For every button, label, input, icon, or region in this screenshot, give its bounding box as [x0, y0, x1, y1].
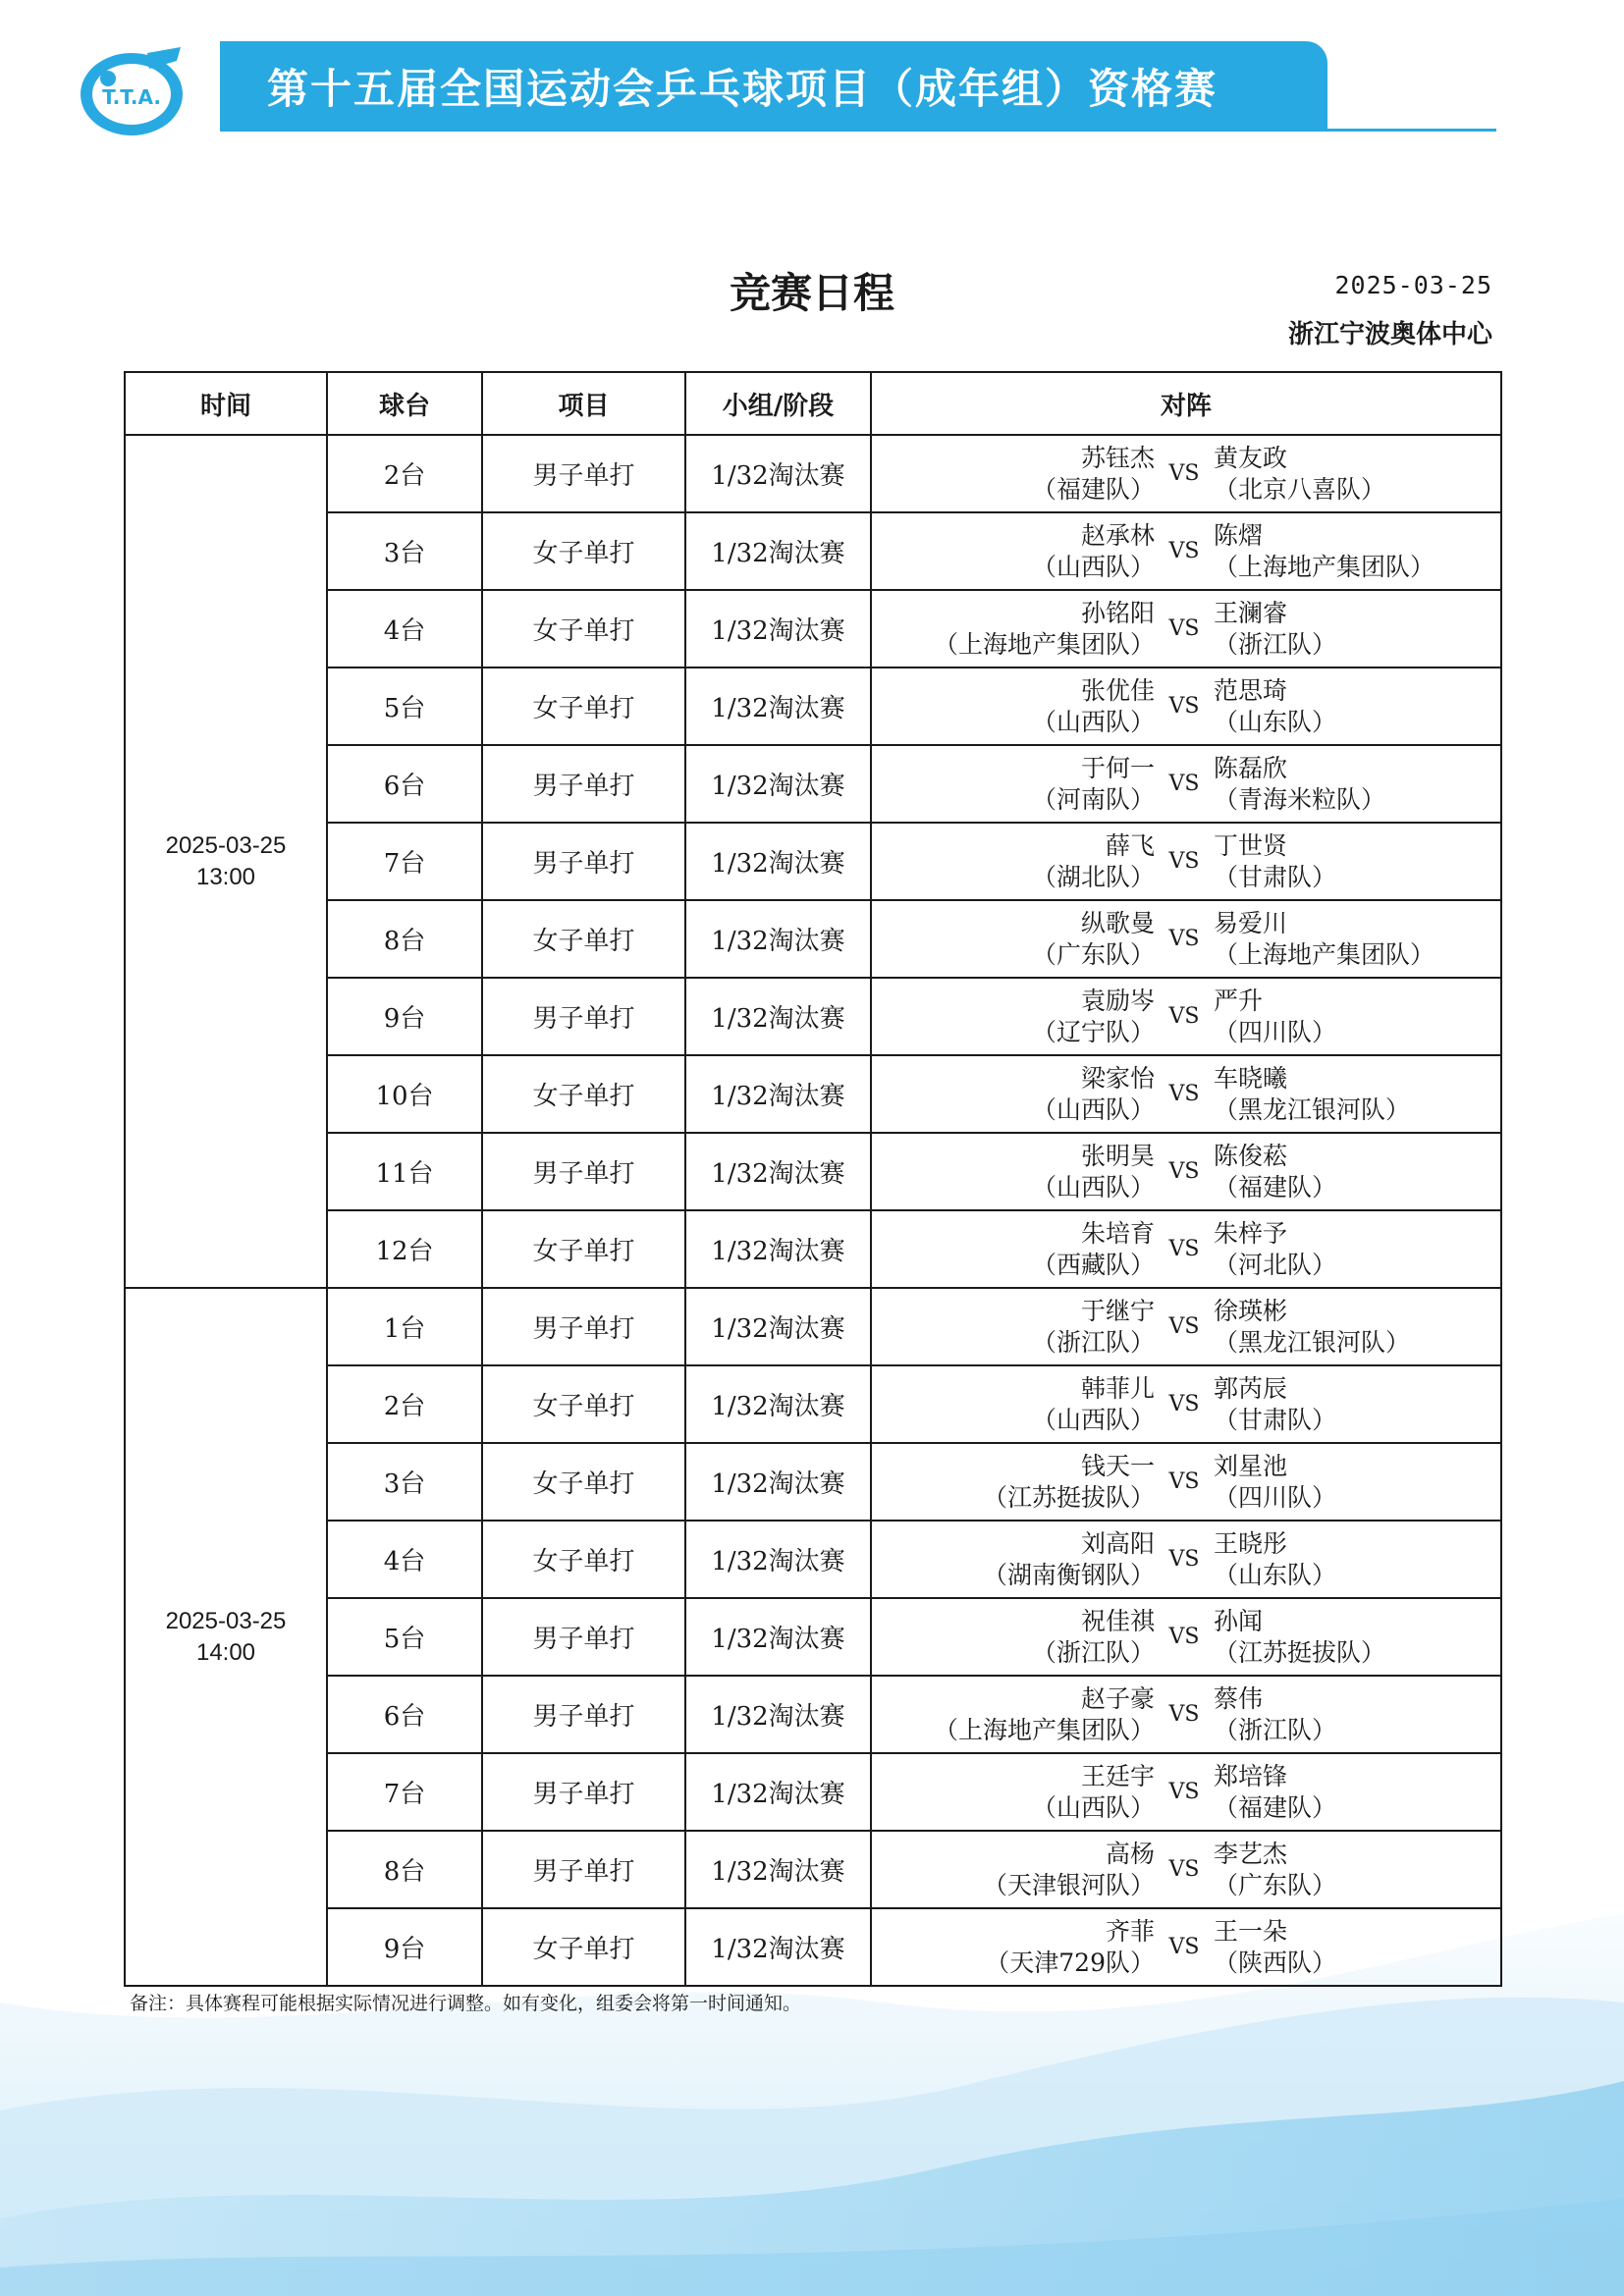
player-two-name: 陈熠	[1214, 520, 1264, 550]
schedule-body	[125, 435, 1501, 1986]
player-one-team: （山西队）	[1031, 707, 1155, 736]
vs-label: VS	[1168, 927, 1200, 951]
table-number-cell: 2台	[327, 435, 482, 512]
table-header-row	[125, 372, 1501, 435]
player-one-name: 王廷宇	[1080, 1761, 1155, 1790]
player-two-team: （甘肃队）	[1214, 862, 1337, 891]
matchup	[872, 1289, 1500, 1364]
matchup-cell	[871, 1443, 1501, 1521]
player-two-name: 王晓彤	[1214, 1528, 1288, 1558]
table-number-cell: 3台	[327, 1443, 482, 1521]
matchup-cell	[871, 1055, 1501, 1133]
matchup	[872, 436, 1500, 511]
vs-label: VS	[1168, 1625, 1200, 1649]
player-one-team: （山西队）	[1031, 552, 1155, 581]
slot-time: 14:00	[195, 1638, 256, 1666]
player-two-name: 黄友政	[1214, 443, 1288, 472]
matchup-cell	[871, 745, 1501, 823]
matchup-cell	[871, 435, 1501, 512]
player-one-name: 赵承林	[1080, 520, 1155, 550]
player-two	[1214, 1451, 1500, 1514]
player-two-team: （上海地产集团队）	[1214, 939, 1435, 969]
table-number-cell: 4台	[327, 1521, 482, 1598]
matchup	[872, 1677, 1500, 1752]
player-one	[872, 443, 1155, 506]
player-two-name: 李艺杰	[1214, 1839, 1288, 1868]
player-two-team: （福建队）	[1214, 1792, 1337, 1822]
matchup-cell	[871, 590, 1501, 667]
table-number-cell: 9台	[327, 1908, 482, 1986]
player-two	[1214, 520, 1500, 583]
stage-cell: 1/32淘汰赛	[685, 1753, 871, 1831]
player-one-name: 苏钰杰	[1080, 443, 1155, 472]
player-two	[1214, 908, 1500, 971]
table-number-cell: 5台	[327, 1598, 482, 1676]
event-cell: 男子单打	[482, 1831, 685, 1908]
player-one	[872, 1141, 1155, 1203]
matchup	[872, 979, 1500, 1054]
player-one-name: 朱培育	[1080, 1218, 1155, 1248]
player-one-team: （山西队）	[1031, 1095, 1155, 1124]
matchup-cell	[871, 1365, 1501, 1443]
player-one	[872, 1916, 1155, 1979]
stage-cell: 1/32淘汰赛	[685, 900, 871, 978]
matchup-cell	[871, 823, 1501, 900]
stage-cell: 1/32淘汰赛	[685, 1288, 871, 1365]
event-cell: 男子单打	[482, 1753, 685, 1831]
table-number-cell: 9台	[327, 978, 482, 1055]
stage-cell: 1/32淘汰赛	[685, 1365, 871, 1443]
player-one-team: （浙江队）	[1031, 1637, 1155, 1667]
player-one	[872, 1683, 1155, 1746]
event-cell: 男子单打	[482, 1288, 685, 1365]
table-number-cell: 7台	[327, 823, 482, 900]
stage-cell: 1/32淘汰赛	[685, 1443, 871, 1521]
slot-date: 2025-03-25	[165, 1607, 287, 1634]
player-one-name: 钱天一	[1080, 1451, 1155, 1480]
player-one-team: （上海地产集团队）	[933, 629, 1155, 659]
player-one-name: 袁励岑	[1080, 986, 1155, 1015]
venue-label: 浙江宁波奥体中心	[1287, 320, 1492, 349]
matchup-cell	[871, 512, 1501, 590]
stage-cell: 1/32淘汰赛	[685, 435, 871, 512]
header-stage: 小组/阶段	[685, 372, 871, 435]
player-one	[872, 830, 1155, 893]
event-cell: 男子单打	[482, 823, 685, 900]
matchup	[872, 513, 1500, 589]
table-number-cell: 5台	[327, 667, 482, 745]
player-two-team: （浙江队）	[1214, 1715, 1337, 1744]
player-one	[872, 1761, 1155, 1824]
matchup-cell	[871, 1753, 1501, 1831]
matchup	[872, 901, 1500, 977]
table-number-cell: 2台	[327, 1365, 482, 1443]
player-one-name: 于何一	[1080, 753, 1155, 782]
table-row	[125, 1598, 1501, 1676]
table-row	[125, 1288, 1501, 1365]
header-event: 项目	[482, 372, 685, 435]
event-cell: 女子单打	[482, 1443, 685, 1521]
matchup	[872, 1522, 1500, 1597]
player-two-team: （甘肃队）	[1214, 1405, 1337, 1434]
vs-label: VS	[1168, 1547, 1200, 1572]
player-one-team: （福建队）	[1031, 474, 1155, 504]
player-one-name: 薛飞	[1105, 830, 1155, 860]
player-two-team: （陕西队）	[1214, 1948, 1337, 1977]
player-one	[872, 1296, 1155, 1359]
matchup-cell	[871, 1210, 1501, 1288]
matchup-cell	[871, 1288, 1501, 1365]
vs-label: VS	[1168, 772, 1200, 796]
matchup-cell	[871, 1521, 1501, 1598]
player-one	[872, 1218, 1155, 1281]
table-row	[125, 1521, 1501, 1598]
stage-cell: 1/32淘汰赛	[685, 1908, 871, 1986]
matchup	[872, 1754, 1500, 1830]
matchup-cell	[871, 1133, 1501, 1210]
player-two-team: （广东队）	[1214, 1870, 1337, 1899]
player-one	[872, 675, 1155, 738]
matchup	[872, 1366, 1500, 1442]
matchup-cell	[871, 1676, 1501, 1753]
matchup	[872, 668, 1500, 744]
player-two	[1214, 830, 1500, 893]
footnote: 备注：具体赛程可能根据实际情况进行调整。如有变化，组委会将第一时间通知。	[130, 1993, 802, 2014]
player-two	[1214, 1218, 1500, 1281]
header-banner	[220, 41, 1327, 132]
player-one	[872, 908, 1155, 971]
table-row	[125, 512, 1501, 590]
table-row	[125, 1210, 1501, 1288]
player-one-team: （天津729队）	[985, 1948, 1155, 1977]
vs-label: VS	[1168, 1780, 1200, 1804]
matchup	[872, 1134, 1500, 1209]
matchup	[872, 1056, 1500, 1132]
event-cell: 女子单打	[482, 1521, 685, 1598]
player-two	[1214, 443, 1500, 506]
table-row	[125, 1676, 1501, 1753]
player-two	[1214, 1761, 1500, 1824]
player-two	[1214, 1683, 1500, 1746]
player-two-name: 陈俊菘	[1214, 1141, 1288, 1170]
matchup	[872, 746, 1500, 822]
table-row	[125, 435, 1501, 512]
event-cell: 女子单打	[482, 1055, 685, 1133]
tta-logo	[79, 43, 189, 139]
stage-cell: 1/32淘汰赛	[685, 1521, 871, 1598]
player-one-name: 张优佳	[1080, 675, 1155, 705]
player-two-name: 严升	[1214, 986, 1264, 1015]
player-one-team: （江苏挺拔队）	[982, 1482, 1155, 1512]
matchup	[872, 1832, 1500, 1907]
vs-label: VS	[1168, 1392, 1200, 1416]
table-row	[125, 1055, 1501, 1133]
event-cell: 女子单打	[482, 1908, 685, 1986]
player-two	[1214, 1373, 1500, 1436]
table-number-cell: 1台	[327, 1288, 482, 1365]
matchup-cell	[871, 978, 1501, 1055]
player-two-name: 车晓曦	[1214, 1063, 1288, 1093]
table-number-cell: 8台	[327, 1831, 482, 1908]
event-cell: 男子单打	[482, 1133, 685, 1210]
player-two-team: （山东队）	[1214, 707, 1337, 736]
player-two	[1214, 1296, 1500, 1359]
player-one-team: （西藏队）	[1031, 1250, 1155, 1279]
table-row	[125, 1133, 1501, 1210]
player-one	[872, 1528, 1155, 1591]
player-two-name: 朱梓予	[1214, 1218, 1288, 1248]
time-slot-cell	[125, 1288, 327, 1986]
player-two-team: （四川队）	[1214, 1482, 1337, 1512]
schedule-table	[124, 371, 1502, 1987]
logo-lettering: T.T.A.	[102, 85, 161, 109]
player-one	[872, 1063, 1155, 1126]
vs-label: VS	[1168, 1082, 1200, 1106]
player-two-name: 易爱川	[1214, 908, 1288, 937]
matchup	[872, 1909, 1500, 1985]
player-one-team: （山西队）	[1031, 1172, 1155, 1201]
table-row	[125, 823, 1501, 900]
player-one	[872, 1451, 1155, 1514]
stage-cell: 1/32淘汰赛	[685, 1598, 871, 1676]
player-two-name: 王一朵	[1214, 1916, 1288, 1946]
player-one-team: （广东队）	[1031, 939, 1155, 969]
player-two	[1214, 675, 1500, 738]
vs-label: VS	[1168, 1935, 1200, 1959]
player-two-name: 范思琦	[1214, 675, 1288, 705]
player-one-name: 张明昊	[1080, 1141, 1155, 1170]
vs-label: VS	[1168, 616, 1200, 641]
player-two-name: 郑培锋	[1214, 1761, 1288, 1790]
player-two-team: （青海米粒队）	[1214, 784, 1386, 814]
page-title: 竞赛日程	[729, 269, 894, 317]
vs-label: VS	[1168, 1237, 1200, 1261]
header-matchup: 对阵	[871, 372, 1501, 435]
player-one	[872, 520, 1155, 583]
player-two-team: （河北队）	[1214, 1250, 1337, 1279]
table-number-cell: 11台	[327, 1133, 482, 1210]
matchup	[872, 1599, 1500, 1675]
table-row	[125, 745, 1501, 823]
table-number-cell: 3台	[327, 512, 482, 590]
player-two	[1214, 1839, 1500, 1901]
table-row	[125, 978, 1501, 1055]
player-one-team: （上海地产集团队）	[933, 1715, 1155, 1744]
matchup-cell	[871, 1598, 1501, 1676]
matchup	[872, 824, 1500, 899]
event-cell: 女子单打	[482, 900, 685, 978]
player-one-team: （河南队）	[1031, 784, 1155, 814]
table-number-cell: 4台	[327, 590, 482, 667]
player-one-name: 梁家怡	[1080, 1063, 1155, 1093]
header-time: 时间	[125, 372, 327, 435]
stage-cell: 1/32淘汰赛	[685, 1831, 871, 1908]
matchup-cell	[871, 1831, 1501, 1908]
player-one-name: 赵子豪	[1080, 1683, 1155, 1713]
player-two-name: 刘星池	[1214, 1451, 1288, 1480]
player-one-team: （湖北队）	[1031, 862, 1155, 891]
vs-label: VS	[1168, 1314, 1200, 1339]
player-one-name: 韩菲儿	[1080, 1373, 1155, 1403]
player-one-team: （浙江队）	[1031, 1327, 1155, 1357]
player-two-team: （浙江队）	[1214, 629, 1337, 659]
banner-title: 第十五届全国运动会乒乓球项目（成年组）资格赛	[267, 65, 1218, 113]
vs-label: VS	[1168, 1004, 1200, 1029]
player-two	[1214, 1063, 1500, 1126]
table-number-cell: 6台	[327, 745, 482, 823]
player-two-name: 王澜睿	[1214, 598, 1288, 627]
player-two-name: 孙闻	[1214, 1606, 1264, 1635]
matchup-cell	[871, 900, 1501, 978]
table-row	[125, 1908, 1501, 1986]
player-two-team: （福建队）	[1214, 1172, 1337, 1201]
vs-label: VS	[1168, 461, 1200, 486]
stage-cell: 1/32淘汰赛	[685, 978, 871, 1055]
vs-label: VS	[1168, 1857, 1200, 1882]
table-row	[125, 1831, 1501, 1908]
player-two	[1214, 1916, 1500, 1979]
player-one	[872, 1839, 1155, 1901]
player-two-team: （江苏挺拔队）	[1214, 1637, 1386, 1667]
vs-label: VS	[1168, 1469, 1200, 1494]
stage-cell: 1/32淘汰赛	[685, 823, 871, 900]
event-cell: 男子单打	[482, 1676, 685, 1753]
player-one-name: 纵歌曼	[1080, 908, 1155, 937]
table-row	[125, 590, 1501, 667]
table-number-cell: 10台	[327, 1055, 482, 1133]
vs-label: VS	[1168, 1702, 1200, 1727]
player-two-team: （北京八喜队）	[1214, 474, 1386, 504]
table-row	[125, 1365, 1501, 1443]
player-two	[1214, 1141, 1500, 1203]
player-two-name: 陈磊欣	[1214, 753, 1288, 782]
vs-label: VS	[1168, 694, 1200, 719]
player-one-team: （湖南衡钢队）	[982, 1560, 1155, 1589]
event-cell: 男子单打	[482, 1598, 685, 1676]
header-table-no: 球台	[327, 372, 482, 435]
event-cell: 女子单打	[482, 667, 685, 745]
player-one-team: （山西队）	[1031, 1792, 1155, 1822]
player-two-team: （黑龙江银河队）	[1214, 1327, 1411, 1357]
player-two-team: （四川队）	[1214, 1017, 1337, 1046]
slot-time: 13:00	[195, 863, 256, 890]
event-cell: 男子单打	[482, 435, 685, 512]
table-number-cell: 12台	[327, 1210, 482, 1288]
table-row	[125, 900, 1501, 978]
event-cell: 女子单打	[482, 590, 685, 667]
player-one	[872, 1606, 1155, 1669]
player-two	[1214, 753, 1500, 816]
vs-label: VS	[1168, 1159, 1200, 1184]
matchup	[872, 1211, 1500, 1287]
stage-cell: 1/32淘汰赛	[685, 745, 871, 823]
stage-cell: 1/32淘汰赛	[685, 590, 871, 667]
player-two-name: 蔡伟	[1214, 1683, 1264, 1713]
stage-cell: 1/32淘汰赛	[685, 1676, 871, 1753]
player-one	[872, 598, 1155, 661]
player-two-name: 徐瑛彬	[1214, 1296, 1288, 1325]
player-one	[872, 1373, 1155, 1436]
vs-label: VS	[1168, 849, 1200, 874]
stage-cell: 1/32淘汰赛	[685, 512, 871, 590]
player-two	[1214, 1606, 1500, 1669]
player-two-team: （上海地产集团队）	[1214, 552, 1435, 581]
player-one-name: 祝佳祺	[1080, 1606, 1155, 1635]
player-two-name: 丁世贤	[1214, 830, 1288, 860]
table-number-cell: 6台	[327, 1676, 482, 1753]
event-cell: 女子单打	[482, 1210, 685, 1288]
table-number-cell: 7台	[327, 1753, 482, 1831]
player-two-name: 郭芮辰	[1214, 1373, 1288, 1403]
schedule-date: 2025-03-25	[1334, 271, 1492, 299]
player-one	[872, 986, 1155, 1048]
slot-date: 2025-03-25	[165, 831, 287, 859]
player-two	[1214, 1528, 1500, 1591]
time-slot-cell	[125, 435, 327, 1288]
player-two	[1214, 598, 1500, 661]
stage-cell: 1/32淘汰赛	[685, 667, 871, 745]
player-two	[1214, 986, 1500, 1048]
event-cell: 男子单打	[482, 978, 685, 1055]
table-number-cell: 8台	[327, 900, 482, 978]
matchup	[872, 591, 1500, 667]
table-row	[125, 667, 1501, 745]
player-one-team: （山西队）	[1031, 1405, 1155, 1434]
event-cell: 女子单打	[482, 1365, 685, 1443]
header-underline	[220, 129, 1496, 132]
player-two-team: （山东队）	[1214, 1560, 1337, 1589]
player-one-name: 高杨	[1105, 1839, 1155, 1868]
player-one-name: 于继宁	[1080, 1296, 1155, 1325]
player-one-team: （辽宁队）	[1031, 1017, 1155, 1046]
stage-cell: 1/32淘汰赛	[685, 1055, 871, 1133]
player-one-name: 齐菲	[1105, 1916, 1155, 1946]
table-row	[125, 1443, 1501, 1521]
stage-cell: 1/32淘汰赛	[685, 1133, 871, 1210]
player-one	[872, 753, 1155, 816]
event-cell: 男子单打	[482, 745, 685, 823]
event-cell: 女子单打	[482, 512, 685, 590]
player-two-team: （黑龙江银河队）	[1214, 1095, 1411, 1124]
stage-cell: 1/32淘汰赛	[685, 1210, 871, 1288]
matchup-cell	[871, 667, 1501, 745]
player-one-name: 孙铭阳	[1080, 598, 1155, 627]
matchup	[872, 1444, 1500, 1520]
table-row	[125, 1753, 1501, 1831]
vs-label: VS	[1168, 539, 1200, 563]
player-one-team: （天津银河队）	[982, 1870, 1155, 1899]
matchup-cell	[871, 1908, 1501, 1986]
player-one-name: 刘高阳	[1080, 1528, 1155, 1558]
